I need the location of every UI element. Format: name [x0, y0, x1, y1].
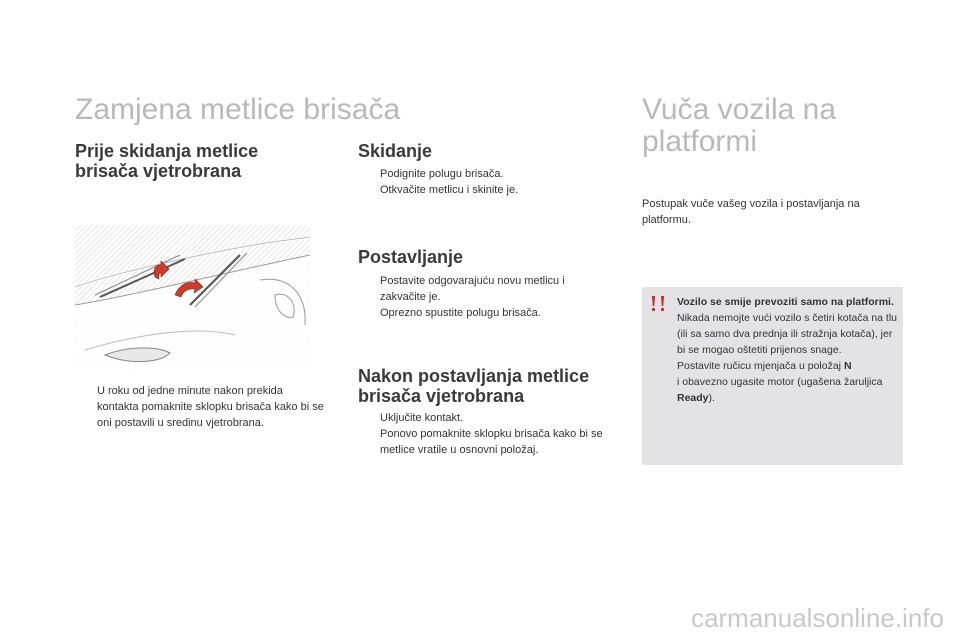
- heading-line: brisača vjetrobrana: [358, 386, 525, 406]
- bullet-text: U roku od jedne minute nakon prekida kontakta pomaknite sklopku brisača kako bi se oni postavili u sredinu vjetrobrana.: [97, 385, 324, 429]
- page-title-wiper: Zamjena metlice brisača: [75, 93, 401, 126]
- warning-paragraph: i obavezno ugasite motor (ugašena žaruljica: [677, 376, 883, 388]
- list-item: [358, 273, 613, 305]
- bullet-text: Ponovo pomaknite sklopku brisača kako bi se metlice vratile u osnovni položaj.: [380, 428, 603, 456]
- warning-icon: [648, 295, 668, 313]
- bullet-text: Oprezno spustite polugu brisača.: [380, 307, 541, 319]
- towing-intro: Postupak vuče vašeg vozila i postavljanja na platformu.: [642, 198, 860, 226]
- page-title-towing: [642, 94, 836, 158]
- heading-before-removal: [75, 141, 258, 181]
- gear-position-n: N: [843, 360, 852, 372]
- warning-box: [642, 287, 903, 465]
- bullet-text: Otkvačite metlicu i skinite je.: [380, 184, 519, 196]
- ready-indicator: Ready: [677, 392, 709, 404]
- bullet-text: Uključite kontakt.: [380, 412, 464, 424]
- heading-line: Prije skidanja metlice: [75, 141, 259, 161]
- warning-bold-line: Vozilo se smije prevoziti samo na platformi.: [677, 296, 894, 308]
- heading-installation: Postavljanje: [358, 247, 464, 267]
- after-installation-list: [358, 410, 623, 458]
- removal-list: [358, 166, 618, 198]
- list-item: [358, 182, 618, 198]
- warning-paragraph: Nikada nemojte vući vozilo s četiri kotača na tlu (ili sa samo dva prednja ili stražnja kotača), jer bi se mogao oštetiti prijenos snage.: [677, 312, 898, 356]
- exclamation-right-dot: [661, 308, 664, 311]
- heading-line: Nakon postavljanja metlice: [358, 366, 590, 386]
- heading-removal: Skidanje: [358, 141, 433, 161]
- list-item: [75, 383, 325, 431]
- title-line: Vuča vozila na: [642, 93, 837, 126]
- bullet-text: Postavite odgovarajuću novu metlicu i zakvačite je.: [380, 275, 565, 303]
- exclamation-right: [661, 296, 664, 306]
- list-item: [358, 410, 623, 426]
- list-item: [358, 305, 613, 321]
- exclamation-left: [652, 296, 655, 306]
- list-item: [358, 426, 623, 458]
- list-item: [358, 166, 618, 182]
- title-line: platformi: [642, 125, 758, 158]
- installation-list: [358, 273, 613, 321]
- bullet-text: Podignite polugu brisača.: [380, 168, 504, 180]
- watermark: carmanualsonline.info: [691, 603, 944, 633]
- heading-after-installation: [358, 366, 589, 406]
- warning-paragraph-end: ).: [708, 392, 715, 404]
- warning-text: [677, 294, 899, 406]
- wiper-illustration: [75, 225, 310, 370]
- before-removal-list: [75, 383, 325, 431]
- exclamation-left-dot: [652, 308, 655, 311]
- heading-line: brisača vjetrobrana: [75, 161, 242, 181]
- warning-paragraph: Postavite ručicu mjenjača u položaj: [677, 360, 842, 372]
